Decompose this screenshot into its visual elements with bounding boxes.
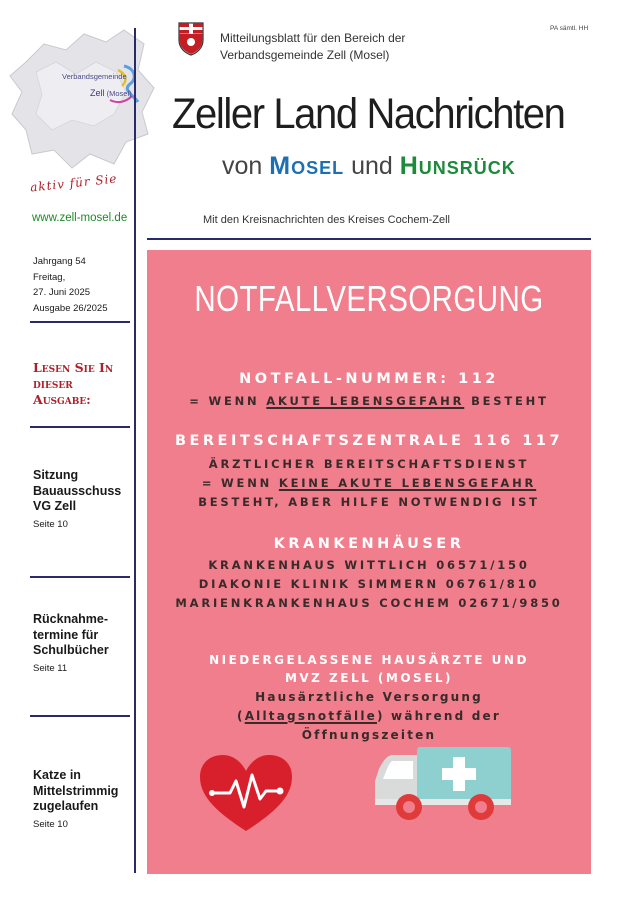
- ambulance-icon: [373, 745, 513, 825]
- lesen-heading: [33, 360, 128, 408]
- haus-underlined: Alltagsnotfälle: [244, 709, 377, 723]
- bereitschaft-line3: BESTEHT, ABER HILFE NOTWENDIG IST: [198, 495, 540, 509]
- lesen-line2: dieser: [33, 376, 73, 391]
- article-title-line: zugelaufen: [33, 799, 99, 813]
- hausaerzte-title-line1: NIEDERGELASSENE HAUSÄRZTE UND: [209, 653, 529, 667]
- sidebar-article[interactable]: [33, 612, 133, 674]
- coat-of-arms-icon: [178, 22, 204, 56]
- haus-pre: (: [237, 709, 245, 723]
- newspaper-subtitle: [222, 152, 516, 181]
- subtitle-mosel: Mosel: [269, 152, 345, 180]
- header-divider: [147, 238, 591, 240]
- article-title-line: Bauausschuss: [33, 483, 122, 498]
- hausaerzte-title-line2: MVZ ZELL (MOSEL): [284, 671, 454, 685]
- vg-logo-text: [62, 72, 154, 99]
- bereitschaft-line2: [147, 476, 591, 490]
- issue-weekday: Freitag,: [33, 271, 66, 283]
- article-page: Seite 10: [33, 518, 68, 530]
- subtitle-und: und: [351, 152, 393, 180]
- kreis-text: Mit den Kreisnachrichten des Kreises Cochem-Zell: [203, 214, 450, 226]
- bereit-pre: = WENN: [201, 476, 279, 490]
- article-title-line: VG Zell: [33, 499, 77, 513]
- krankenhaus-item: MARIENKRANKENHAUS COCHEM 02671/9850: [175, 596, 563, 610]
- krankenhaus-item: DIAKONIE KLINIK SIMMERN 06761/810: [198, 577, 540, 591]
- bereitschaft-line1: ÄRZTLICHER BEREITSCHAFTSDIENST: [208, 457, 530, 471]
- condition-pre: = WENN: [189, 394, 267, 408]
- condition-underlined: AKUTE LEBENSGEFAHR: [266, 394, 465, 408]
- sidebar-divider: [30, 321, 130, 323]
- issue-info: [33, 254, 107, 316]
- article-title-line: Katze in: [33, 768, 81, 782]
- vertical-divider: [134, 28, 136, 873]
- krankenhaus-item: KRANKENHAUS WITTLICH 06571/150: [208, 558, 530, 572]
- mitteilungsblatt-text: [220, 30, 480, 64]
- subtitle-hunsrueck: Hunsrück: [399, 152, 516, 180]
- logo-text-line2: Zell: [90, 88, 105, 98]
- hausaerzte-line2: [147, 709, 591, 723]
- bereit-underlined: KEINE AKUTE LEBENSGEFAHR: [278, 476, 537, 490]
- notfall-nummer-condition: [147, 394, 591, 408]
- article-title-line: Schulbücher: [33, 643, 109, 657]
- lesen-line1: Lesen Sie In: [33, 360, 114, 375]
- notfall-heading: NOTFALLVERSORGUNG: [194, 278, 544, 319]
- lesen-line3: Ausgabe:: [33, 392, 91, 407]
- subtitle-von: von: [222, 152, 263, 180]
- newspaper-title: Zeller Land Nachrichten: [172, 90, 565, 138]
- hausaerzte-line1: Hausärztliche Versorgung: [255, 690, 483, 704]
- issue-jahrgang: Jahrgang 54: [33, 256, 86, 267]
- article-title-line: Rücknahme-: [33, 612, 109, 626]
- article-page: Seite 11: [33, 662, 68, 674]
- article-title-line: termine für: [33, 627, 99, 642]
- mitteilung-line1: Mitteilungsblatt für den Bereich der: [220, 31, 406, 45]
- article-title: [33, 468, 133, 515]
- website-link[interactable]: www.zell-mosel.de: [32, 212, 128, 224]
- logo-text-line1: Verbandsgemeinde: [62, 72, 127, 81]
- article-title: [33, 768, 133, 815]
- sidebar-divider: [30, 576, 130, 578]
- issue-date: 27. Juni 2025: [33, 287, 91, 298]
- condition-post: BESTEHT: [464, 394, 549, 408]
- haus-post: ) während der: [376, 709, 501, 723]
- article-title-line: Mittelstrimmig: [33, 783, 119, 798]
- sidebar-article[interactable]: [33, 768, 133, 830]
- logo-text-line3: (Mosel): [106, 89, 132, 98]
- article-title: [33, 612, 133, 659]
- article-page: Seite 10: [33, 818, 68, 830]
- sidebar-article[interactable]: [33, 468, 133, 530]
- sidebar-divider: [30, 426, 130, 428]
- sidebar-divider: [30, 715, 130, 717]
- bereitschaft-title: BEREITSCHAFTSZENTRALE 116 117: [174, 433, 564, 449]
- mitteilung-line2: Verbandsgemeinde Zell (Mosel): [220, 48, 390, 62]
- krankenhaeuser-title: KRANKENHÄUSER: [273, 536, 465, 552]
- issue-ausgabe: Ausgabe 26/2025: [33, 302, 108, 314]
- hausaerzte-line3: Öffnungszeiten: [301, 728, 437, 742]
- pa-note: PA sämtl. HH: [550, 25, 589, 32]
- article-title-line: Sitzung: [33, 468, 79, 482]
- slogan: aktiv für Sie: [29, 171, 119, 195]
- notfall-nummer-title: NOTFALL-NUMMER: 112: [239, 371, 499, 387]
- heartbeat-icon: [198, 753, 294, 833]
